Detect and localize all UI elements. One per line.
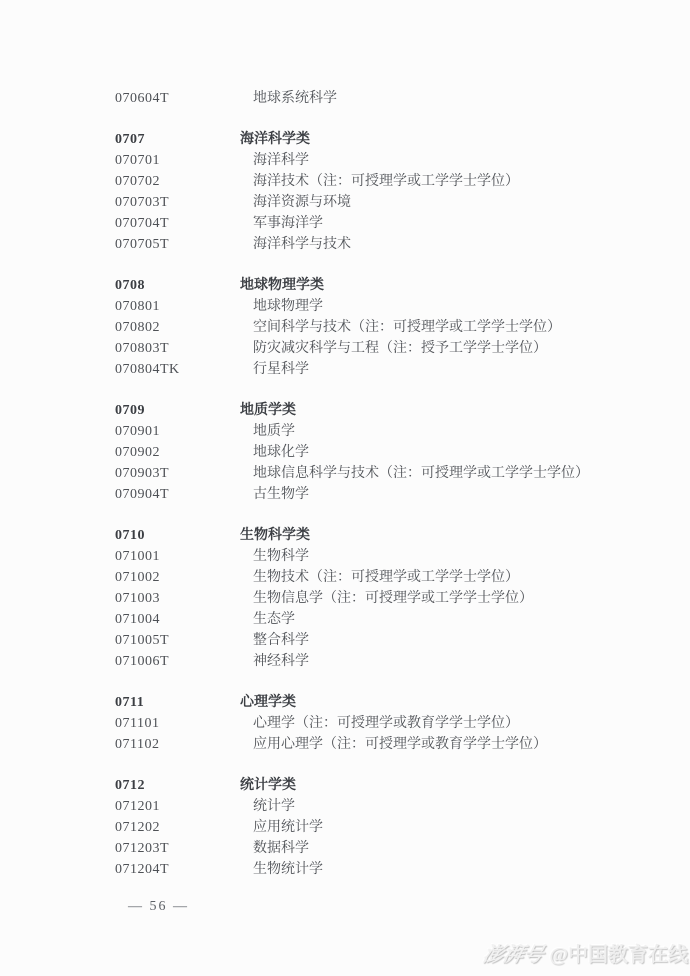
major-name: 地球系统科学 bbox=[253, 91, 337, 106]
major-name: 防灾减灾科学与工程（注：授予工学学士学位） bbox=[253, 341, 547, 356]
category-code: 0711 bbox=[115, 695, 145, 710]
major-row bbox=[0, 296, 690, 317]
major-row bbox=[0, 484, 690, 505]
major-row bbox=[0, 213, 690, 234]
major-name: 地质学 bbox=[253, 424, 295, 439]
major-name: 行星科学 bbox=[253, 362, 309, 377]
major-name: 神经科学 bbox=[253, 654, 309, 669]
major-code: 071204T bbox=[115, 862, 170, 877]
major-name: 海洋科学 bbox=[253, 153, 309, 168]
major-row bbox=[0, 192, 690, 213]
category-row bbox=[0, 525, 690, 546]
major-row bbox=[0, 734, 690, 755]
major-row bbox=[0, 88, 690, 109]
major-code: 070903T bbox=[115, 466, 170, 481]
category-name: 地球物理学类 bbox=[240, 278, 324, 293]
major-code: 070804TK bbox=[115, 362, 180, 377]
category-row bbox=[0, 692, 690, 713]
major-name: 生物科学 bbox=[253, 549, 309, 564]
category-code: 0708 bbox=[115, 278, 145, 293]
major-row bbox=[0, 609, 690, 630]
major-row bbox=[0, 838, 690, 859]
major-code: 071102 bbox=[115, 737, 160, 752]
page-number: — 56 — bbox=[128, 899, 189, 914]
major-name: 海洋资源与环境 bbox=[253, 195, 351, 210]
major-code: 071201 bbox=[115, 799, 160, 814]
major-code: 071002 bbox=[115, 570, 160, 585]
major-name: 应用心理学（注：可授理学或教育学学士学位） bbox=[253, 737, 547, 752]
major-category-section bbox=[0, 88, 690, 109]
major-category-section bbox=[0, 400, 690, 505]
category-name: 海洋科学类 bbox=[240, 132, 310, 147]
major-row bbox=[0, 630, 690, 651]
major-row bbox=[0, 567, 690, 588]
watermark-text: @中国教育在线 bbox=[549, 944, 688, 966]
major-code: 070703T bbox=[115, 195, 170, 210]
category-row bbox=[0, 129, 690, 150]
major-category-section bbox=[0, 129, 690, 255]
major-name: 整合科学 bbox=[253, 633, 309, 648]
major-name: 地球物理学 bbox=[253, 299, 323, 314]
major-code: 070604T bbox=[115, 91, 170, 106]
major-code: 070704T bbox=[115, 216, 170, 231]
major-code: 071202 bbox=[115, 820, 160, 835]
category-row bbox=[0, 400, 690, 421]
watermark bbox=[481, 938, 688, 967]
major-name: 地球信息科学与技术（注：可授理学或工学学士学位） bbox=[253, 466, 589, 481]
category-name: 统计学类 bbox=[240, 778, 296, 793]
watermark-logo: 澎湃号 bbox=[481, 944, 547, 966]
category-code: 0712 bbox=[115, 778, 145, 793]
major-row bbox=[0, 421, 690, 442]
category-row bbox=[0, 775, 690, 796]
major-row bbox=[0, 317, 690, 338]
major-name: 生物技术（注：可授理学或工学学士学位） bbox=[253, 570, 519, 585]
major-code: 071203T bbox=[115, 841, 170, 856]
major-row bbox=[0, 338, 690, 359]
category-name: 生物科学类 bbox=[240, 528, 310, 543]
major-category-section bbox=[0, 275, 690, 380]
major-name: 生态学 bbox=[253, 612, 295, 627]
major-row bbox=[0, 442, 690, 463]
major-category-section bbox=[0, 692, 690, 755]
major-row bbox=[0, 817, 690, 838]
category-row bbox=[0, 275, 690, 296]
major-row bbox=[0, 651, 690, 672]
category-name: 地质学类 bbox=[240, 403, 296, 418]
major-name: 统计学 bbox=[253, 799, 295, 814]
major-name: 地球化学 bbox=[253, 445, 309, 460]
major-category-section bbox=[0, 525, 690, 672]
category-code: 0709 bbox=[115, 403, 145, 418]
major-name: 生物统计学 bbox=[253, 862, 323, 877]
major-code: 070701 bbox=[115, 153, 160, 168]
major-row bbox=[0, 588, 690, 609]
category-name: 心理学类 bbox=[240, 695, 296, 710]
major-row bbox=[0, 150, 690, 171]
major-row bbox=[0, 859, 690, 880]
major-row bbox=[0, 796, 690, 817]
major-row bbox=[0, 359, 690, 380]
major-code: 071005T bbox=[115, 633, 170, 648]
major-code: 070901 bbox=[115, 424, 160, 439]
major-code: 070705T bbox=[115, 237, 170, 252]
major-category-section bbox=[0, 775, 690, 880]
major-name: 海洋技术（注：可授理学或工学学士学位） bbox=[253, 174, 519, 189]
major-code: 071006T bbox=[115, 654, 170, 669]
major-code: 070902 bbox=[115, 445, 160, 460]
major-name: 空间科学与技术（注：可授理学或工学学士学位） bbox=[253, 320, 561, 335]
major-code: 071101 bbox=[115, 716, 160, 731]
major-row bbox=[0, 546, 690, 567]
major-name: 古生物学 bbox=[253, 487, 309, 502]
major-row bbox=[0, 234, 690, 255]
category-code: 0707 bbox=[115, 132, 145, 147]
major-code: 071003 bbox=[115, 591, 160, 606]
major-code: 070904T bbox=[115, 487, 170, 502]
category-code: 0710 bbox=[115, 528, 145, 543]
major-name: 军事海洋学 bbox=[253, 216, 323, 231]
major-code: 070802 bbox=[115, 320, 160, 335]
major-name: 心理学（注：可授理学或教育学学士学位） bbox=[253, 716, 519, 731]
major-row bbox=[0, 713, 690, 734]
major-name: 生物信息学（注：可授理学或工学学士学位） bbox=[253, 591, 533, 606]
major-row bbox=[0, 171, 690, 192]
major-name: 数据科学 bbox=[253, 841, 309, 856]
major-code: 070803T bbox=[115, 341, 170, 356]
major-row bbox=[0, 463, 690, 484]
major-code: 071001 bbox=[115, 549, 160, 564]
major-code: 070702 bbox=[115, 174, 160, 189]
major-code: 070801 bbox=[115, 299, 160, 314]
major-name: 海洋科学与技术 bbox=[253, 237, 351, 252]
major-code: 071004 bbox=[115, 612, 160, 627]
major-name: 应用统计学 bbox=[253, 820, 323, 835]
